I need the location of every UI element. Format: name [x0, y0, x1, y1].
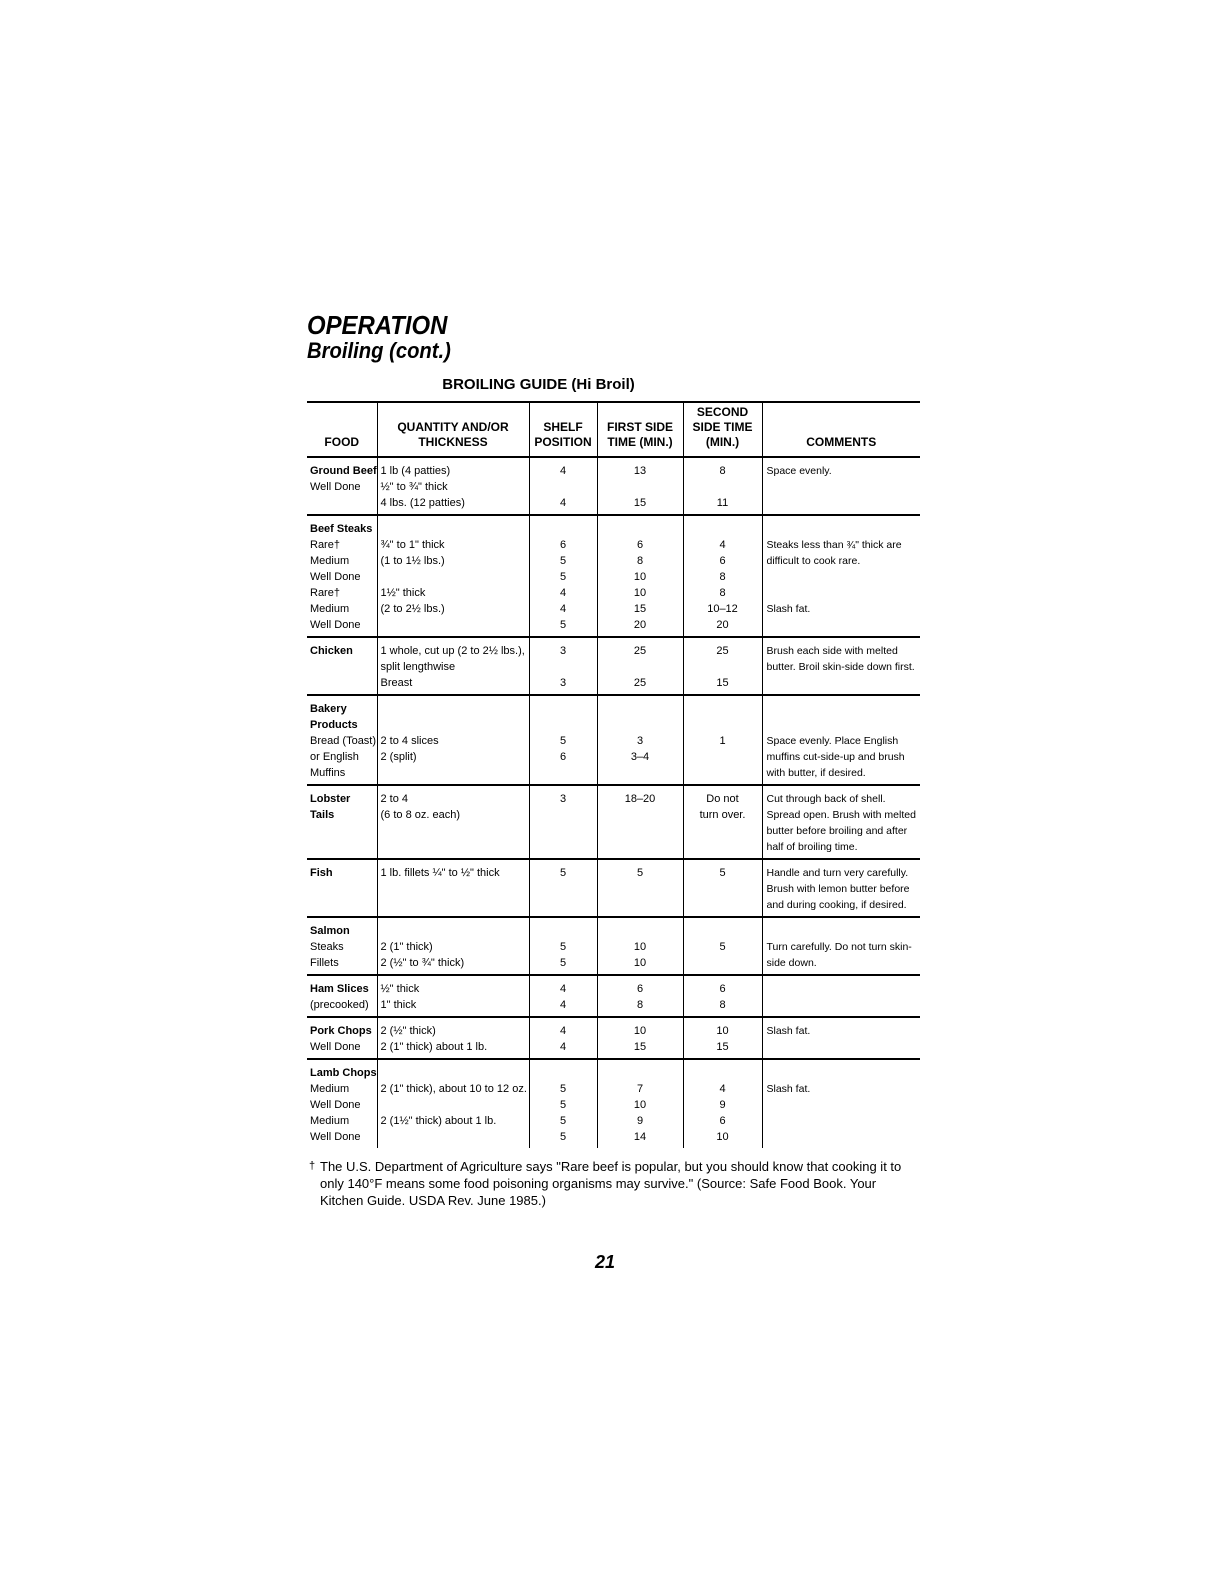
first-side-line: 8	[636, 555, 644, 567]
food-line: (precooked)	[310, 999, 369, 1011]
shelf-line: 5	[559, 1115, 567, 1127]
first-side-line: 10	[633, 1099, 647, 1111]
table-row	[307, 917, 920, 975]
column-header-food	[307, 402, 377, 457]
quantity-cell	[377, 917, 529, 975]
quantity-line	[381, 717, 526, 733]
food-line: Salmon	[310, 925, 350, 937]
second-side-cell	[683, 457, 762, 515]
header-line: THICKNESS	[418, 435, 488, 449]
comments-line: Space evenly. Place English muffins cut-side-up and brush with butter, if desired.	[766, 735, 905, 779]
footnote-text: The U.S. Department of Agriculture says "Rare beef is popular, but you should know that cooking it to only 140°F means some food poisoning organisms may survive." (Source: Safe Food Book. Your Kitchen Guide. USDA Rev. June 1985.)	[320, 1159, 902, 1208]
shelf-line	[533, 521, 594, 537]
second-side-line: 10–12	[707, 603, 738, 615]
quantity-line	[381, 765, 526, 781]
food-line: Well Done	[310, 1099, 361, 1111]
food-line	[310, 675, 374, 691]
shelf-line	[533, 1065, 594, 1081]
table-row	[307, 695, 920, 785]
quantity-line: 1 lb. fillets ¼" to ½" thick	[380, 867, 500, 879]
shelf-line	[533, 923, 594, 939]
shelf-line: 5	[559, 941, 567, 953]
food-line: Rare†	[310, 539, 340, 551]
second-side-line	[687, 923, 759, 939]
first-side-line: 3–4	[630, 751, 650, 763]
second-side-line: 8	[719, 999, 726, 1011]
second-side-line: 20	[716, 619, 729, 631]
first-side-line: 10	[633, 957, 647, 969]
quantity-line	[381, 1097, 526, 1113]
shelf-line: 5	[559, 555, 567, 567]
quantity-line	[381, 1129, 526, 1145]
first-side-line: 13	[633, 465, 647, 477]
comments-cell	[762, 1017, 920, 1059]
food-line: Steaks	[310, 941, 344, 953]
shelf-cell	[529, 785, 597, 859]
quantity-cell	[377, 1059, 529, 1148]
food-line: Lamb Chops	[310, 1067, 377, 1079]
second-side-cell	[683, 637, 762, 695]
food-line: Medium	[310, 1115, 350, 1127]
quantity-cell	[377, 975, 529, 1017]
shelf-line: 5	[559, 571, 567, 583]
comments-line	[767, 701, 918, 717]
food-line: Bread (Toast)	[310, 735, 377, 747]
first-side-line	[601, 701, 680, 717]
food-line: Medium	[310, 555, 350, 567]
comments-line: Slash fat.	[766, 1025, 811, 1037]
quantity-line: ¾" to 1" thick	[380, 539, 445, 551]
food-cell	[307, 637, 377, 695]
table-header-row	[307, 402, 920, 457]
quantity-line	[381, 569, 526, 585]
quantity-cell	[377, 515, 529, 637]
first-side-line	[601, 659, 680, 675]
comments-line: Steaks less than ¾" thick are difficult to cook rare.	[766, 539, 902, 567]
table-row	[307, 1059, 920, 1148]
shelf-line: 5	[559, 1099, 567, 1111]
quantity-line	[381, 617, 526, 633]
first-side-line: 25	[633, 677, 647, 689]
shelf-line: 5	[559, 867, 567, 879]
comments-cell	[762, 637, 920, 695]
shelf-line: 5	[559, 1131, 567, 1143]
quantity-line	[381, 923, 526, 939]
quantity-line: 1" thick	[380, 999, 417, 1011]
second-side-line: 6	[719, 983, 726, 995]
shelf-cell	[529, 1059, 597, 1148]
second-side-line	[687, 659, 759, 675]
first-side-line: 6	[636, 539, 644, 551]
quantity-line	[381, 521, 526, 537]
comments-line: Space evenly.	[766, 465, 832, 477]
shelf-line: 4	[559, 1025, 567, 1037]
header-line: SIDE TIME	[692, 420, 753, 434]
second-side-line	[687, 717, 759, 733]
food-line: Well Done	[310, 481, 361, 493]
second-side-line: 1	[719, 735, 726, 747]
table-body	[307, 457, 920, 1148]
first-side-line: 10	[633, 941, 647, 953]
section-title: OPERATION	[307, 310, 448, 340]
food-line: Well Done	[310, 1041, 361, 1053]
second-side-line: 4	[719, 1083, 726, 1095]
quantity-line: 2 (split)	[380, 751, 417, 763]
table-row	[307, 457, 920, 515]
first-side-line	[601, 479, 680, 495]
comments-line	[767, 569, 918, 585]
first-side-line: 5	[636, 867, 644, 879]
first-side-cell	[597, 515, 683, 637]
food-line: Products	[310, 719, 358, 731]
food-cell	[307, 515, 377, 637]
quantity-cell	[377, 859, 529, 917]
header-line: TIME (MIN.)	[607, 435, 673, 449]
first-side-line: 10	[633, 1025, 647, 1037]
second-side-line: 4	[719, 539, 726, 551]
second-side-line	[687, 1065, 759, 1081]
second-side-cell	[683, 695, 762, 785]
food-line: Fillets	[310, 957, 339, 969]
shelf-line: 5	[559, 619, 567, 631]
shelf-line: 4	[559, 983, 567, 995]
food-line	[310, 495, 374, 511]
shelf-line: 3	[559, 793, 567, 805]
quantity-line: split lengthwise	[380, 661, 456, 673]
shelf-line: 5	[559, 957, 567, 969]
shelf-line: 4	[559, 999, 567, 1011]
shelf-cell	[529, 975, 597, 1017]
comments-cell	[762, 917, 920, 975]
quantity-line: (1 to 1½ lbs.)	[380, 555, 445, 567]
second-side-line	[687, 479, 759, 495]
first-side-line: 6	[636, 983, 644, 995]
first-side-cell	[597, 785, 683, 859]
second-side-line: turn over.	[699, 809, 746, 821]
first-side-line: 3	[636, 735, 644, 747]
comments-line	[767, 981, 918, 997]
first-side-cell	[597, 1059, 683, 1148]
first-side-cell	[597, 695, 683, 785]
first-side-cell	[597, 975, 683, 1017]
second-side-line: 15	[716, 1041, 729, 1053]
shelf-cell	[529, 859, 597, 917]
footnote	[307, 1158, 907, 1209]
food-cell	[307, 859, 377, 917]
second-side-line: 9	[719, 1099, 726, 1111]
shelf-line: 5	[559, 1083, 567, 1095]
second-side-line: 10	[716, 1025, 729, 1037]
shelf-line: 6	[559, 751, 567, 763]
comments-line: Handle and turn very carefully. Brush with lemon butter before and during cooking, if desired.	[766, 867, 910, 911]
food-line: Tails	[310, 809, 335, 821]
shelf-line	[533, 659, 594, 675]
comments-line: Cut through back of shell. Spread open. Brush with melted butter before broiling and after half of broiling time.	[766, 793, 916, 853]
food-line: Pork Chops	[310, 1025, 372, 1037]
footnote-mark: †	[309, 1160, 316, 1172]
quantity-line: 4 lbs. (12 patties)	[380, 497, 465, 509]
food-cell	[307, 1059, 377, 1148]
quantity-line: 2 (½" thick)	[380, 1025, 436, 1037]
first-side-cell	[597, 637, 683, 695]
food-line: or English	[310, 751, 359, 763]
second-side-cell	[683, 975, 762, 1017]
second-side-line	[687, 701, 759, 717]
quantity-cell	[377, 457, 529, 515]
shelf-cell	[529, 457, 597, 515]
second-side-line	[687, 749, 759, 765]
first-side-line	[601, 765, 680, 781]
quantity-line: 2 (1" thick), about 10 to 12 oz.	[380, 1083, 527, 1095]
second-side-line: 8	[719, 465, 726, 477]
food-cell	[307, 975, 377, 1017]
column-header-second-side-time	[683, 402, 762, 457]
food-line: Fish	[310, 867, 333, 879]
first-side-line: 7	[636, 1083, 644, 1095]
quantity-line: 2 (1" thick)	[380, 941, 433, 953]
food-line: Well Done	[310, 619, 361, 631]
shelf-cell	[529, 695, 597, 785]
first-side-cell	[597, 917, 683, 975]
food-line	[310, 659, 374, 675]
quantity-line: 1 lb (4 patties)	[380, 465, 451, 477]
first-side-line: 18–20	[624, 793, 656, 805]
quantity-line	[381, 701, 526, 717]
first-side-cell	[597, 859, 683, 917]
comments-line: Turn carefully. Do not turn skin-side down.	[766, 941, 912, 969]
first-side-line: 20	[633, 619, 647, 631]
first-side-line: 15	[633, 1041, 647, 1053]
quantity-line: 2 (½" to ¾" thick)	[380, 957, 465, 969]
first-side-line: 8	[636, 999, 644, 1011]
food-line: Rare†	[310, 587, 340, 599]
comments-line	[767, 585, 918, 601]
comments-line: Brush each side with melted butter. Broil skin-side down first.	[766, 645, 915, 673]
food-line: Lobster	[310, 793, 351, 805]
quantity-line: 2 to 4 slices	[380, 735, 439, 747]
comments-cell	[762, 457, 920, 515]
shelf-line: 3	[559, 645, 567, 657]
comments-cell	[762, 785, 920, 859]
second-side-line	[687, 521, 759, 537]
food-cell	[307, 785, 377, 859]
shelf-line	[533, 717, 594, 733]
shelf-line: 4	[559, 603, 567, 615]
second-side-cell	[683, 1059, 762, 1148]
comments-cell	[762, 975, 920, 1017]
second-side-line: 11	[716, 497, 729, 509]
quantity-line: 1½" thick	[380, 587, 426, 599]
quantity-line: (2 to 2½ lbs.)	[380, 603, 445, 615]
broiling-guide-table	[307, 401, 920, 1148]
header-line: POSITION	[534, 435, 592, 449]
food-line: Bakery	[310, 703, 347, 715]
quantity-line	[381, 1065, 526, 1081]
food-line: Well Done	[310, 1131, 361, 1143]
food-line: Well Done	[310, 571, 361, 583]
table-title: BROILING GUIDE (Hi Broil)	[442, 376, 635, 393]
table-row	[307, 785, 920, 859]
second-side-cell	[683, 859, 762, 917]
first-side-cell	[597, 1017, 683, 1059]
comments-line: Slash fat.	[766, 603, 811, 615]
table-row	[307, 1017, 920, 1059]
comments-cell	[762, 695, 920, 785]
table-row	[307, 859, 920, 917]
second-side-line: 8	[719, 571, 726, 583]
shelf-cell	[529, 637, 597, 695]
quantity-cell	[377, 1017, 529, 1059]
quantity-line: 2 (1" thick) about 1 lb.	[380, 1041, 488, 1053]
food-cell	[307, 695, 377, 785]
page-number: 21	[594, 1252, 616, 1272]
first-side-line: 10	[633, 587, 647, 599]
second-side-line: Do not	[706, 793, 739, 805]
first-side-line: 10	[633, 571, 647, 583]
food-cell	[307, 1017, 377, 1059]
first-side-line: 15	[633, 603, 647, 615]
first-side-line	[601, 923, 680, 939]
column-header-shelf-position	[529, 402, 597, 457]
second-side-line: 5	[719, 867, 726, 879]
quantity-line: 2 to 4	[380, 793, 409, 805]
shelf-line	[533, 479, 594, 495]
food-cell	[307, 457, 377, 515]
second-side-cell	[683, 917, 762, 975]
shelf-line	[533, 701, 594, 717]
food-line: Ground Beef	[310, 465, 377, 477]
shelf-line: 6	[559, 539, 567, 551]
shelf-line: 5	[559, 735, 567, 747]
comments-line	[767, 923, 918, 939]
first-side-cell	[597, 457, 683, 515]
food-line: Muffins	[310, 767, 346, 779]
quantity-line: 2 (1½" thick) about 1 lb.	[380, 1115, 497, 1127]
quantity-line: (6 to 8 oz. each)	[380, 809, 460, 821]
shelf-cell	[529, 515, 597, 637]
comments-cell	[762, 859, 920, 917]
second-side-cell	[683, 1017, 762, 1059]
quantity-line: ½" thick	[380, 983, 420, 995]
header-line: FOOD	[324, 435, 360, 449]
shelf-line: 3	[559, 677, 567, 689]
food-line: Medium	[310, 1083, 350, 1095]
shelf-cell	[529, 1017, 597, 1059]
quantity-line: 1 whole, cut up (2 to 2½ lbs.),	[380, 645, 525, 657]
header-line: (MIN.)	[705, 435, 740, 449]
table-row	[307, 975, 920, 1017]
comments-line	[767, 1065, 918, 1081]
comments-line: Slash fat.	[766, 1083, 811, 1095]
second-side-line: 25	[716, 645, 729, 657]
section-subtitle: Broiling (cont.)	[307, 338, 451, 363]
table-row	[307, 637, 920, 695]
shelf-cell	[529, 917, 597, 975]
comments-cell	[762, 515, 920, 637]
quantity-cell	[377, 785, 529, 859]
food-cell	[307, 917, 377, 975]
first-side-line: 14	[633, 1131, 647, 1143]
quantity-line: ½" to ¾" thick	[380, 481, 448, 493]
food-line: Medium	[310, 603, 350, 615]
shelf-line: 4	[559, 587, 567, 599]
second-side-line: 15	[716, 677, 729, 689]
header-line: FIRST SIDE	[606, 420, 673, 434]
comments-line	[767, 521, 918, 537]
header-line: QUANTITY AND/OR	[397, 420, 509, 434]
column-header-first-side-time	[597, 402, 683, 457]
quantity-cell	[377, 637, 529, 695]
quantity-line: Breast	[380, 677, 413, 689]
header-line: SHELF	[543, 420, 583, 434]
second-side-line	[687, 765, 759, 781]
table-row	[307, 515, 920, 637]
first-side-line: 9	[636, 1115, 644, 1127]
first-side-line: 25	[633, 645, 647, 657]
first-side-line	[601, 1065, 680, 1081]
second-side-line: 10	[716, 1131, 729, 1143]
second-side-line: 6	[719, 1115, 726, 1127]
food-line: Beef Steaks	[310, 523, 373, 535]
first-side-line: 15	[633, 497, 647, 509]
shelf-line	[533, 765, 594, 781]
comments-line	[767, 717, 918, 733]
first-side-line	[601, 521, 680, 537]
shelf-line: 4	[559, 1041, 567, 1053]
second-side-cell	[683, 785, 762, 859]
column-header-quantity	[377, 402, 529, 457]
header-line: COMMENTS	[806, 435, 877, 449]
quantity-cell	[377, 695, 529, 785]
second-side-line: 8	[719, 587, 726, 599]
shelf-line: 4	[559, 497, 567, 509]
header-line: SECOND	[696, 405, 749, 419]
food-line: Chicken	[310, 645, 353, 657]
first-side-line	[601, 717, 680, 733]
food-line: Ham Slices	[310, 983, 369, 995]
second-side-line	[687, 955, 759, 971]
second-side-line: 5	[719, 941, 726, 953]
shelf-line: 4	[559, 465, 567, 477]
second-side-line: 6	[719, 555, 726, 567]
second-side-cell	[683, 515, 762, 637]
column-header-comments	[762, 402, 920, 457]
comments-cell	[762, 1059, 920, 1148]
